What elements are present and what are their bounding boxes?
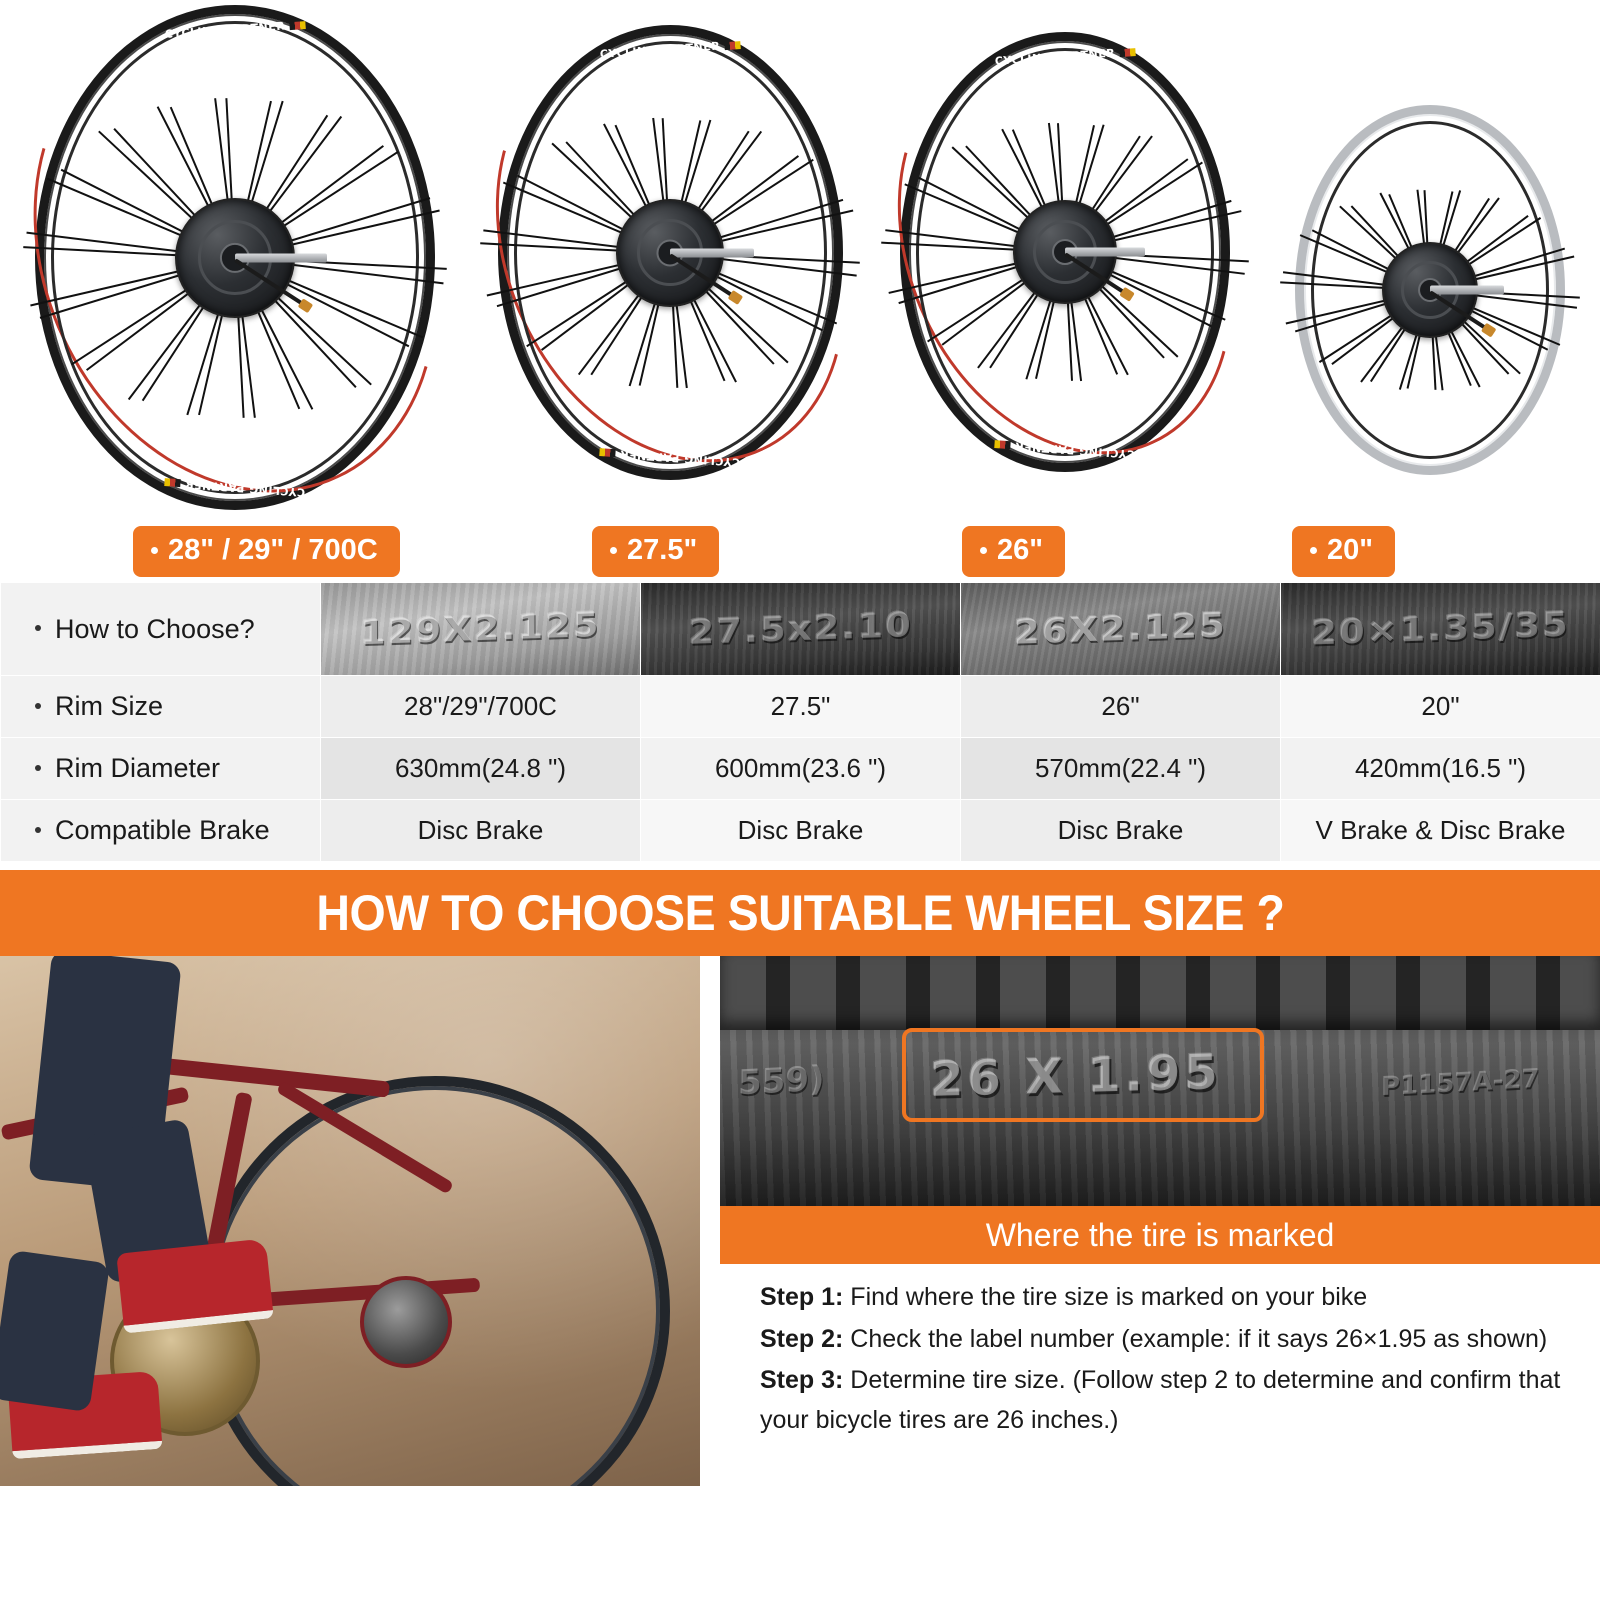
- flag-icon: [289, 21, 306, 30]
- axle: [235, 253, 327, 262]
- size-badge-26[interactable]: [962, 526, 1065, 577]
- tire-marking-text: 26X2.125: [1014, 605, 1227, 653]
- wheel-item-0: [0, 0, 470, 520]
- axle: [670, 248, 754, 257]
- step-item-2: [760, 1320, 1580, 1360]
- rear-cassette: [360, 1276, 452, 1368]
- tire-marking-text: 20×1.35/35: [1311, 604, 1570, 654]
- tire-marking-text: 129X2.125: [360, 604, 601, 654]
- table-cell: 27.5": [641, 676, 961, 738]
- step-label: Step 2:: [760, 1324, 844, 1353]
- bullet-icon: [35, 703, 41, 709]
- table-cell: 420mm(16.5 "): [1281, 738, 1600, 800]
- table-cell: [1281, 583, 1600, 676]
- table-row-compatible-brake: [1, 800, 1600, 862]
- flag-icon: [724, 41, 741, 50]
- bullet-icon: [980, 547, 987, 554]
- tire-photo-26: [961, 583, 1280, 675]
- table-cell: V Brake & Disc Brake: [1281, 800, 1600, 862]
- step-text: Determine tire size. (Follow step 2 to determine and confirm that your bicycle tires are 26 inches.): [760, 1366, 1561, 1434]
- size-badge-275[interactable]: [592, 526, 719, 577]
- tire-photo-28: [321, 583, 640, 675]
- table-label-text: Compatible Brake: [55, 815, 270, 845]
- table-row-how-to-choose: [1, 583, 1600, 676]
- wheel-graphic-28: [35, 5, 435, 510]
- tire-closeup-photo: [720, 956, 1600, 1206]
- axle: [1430, 286, 1504, 295]
- table-cell: 26": [961, 676, 1281, 738]
- size-badge-label: 20": [1327, 533, 1374, 566]
- wheel-graphic-275: [498, 25, 843, 480]
- table-row-label: [1, 800, 321, 862]
- wheel-item-2: [870, 0, 1260, 520]
- tire-caption-bar: [720, 1206, 1600, 1264]
- spec-table: [0, 582, 1600, 862]
- table-row-label: [1, 676, 321, 738]
- size-badge-label: 27.5": [627, 533, 698, 566]
- bottom-section: [0, 956, 1600, 1496]
- table-cell: Disc Brake: [961, 800, 1281, 862]
- table-label-text: Rim Diameter: [55, 753, 221, 783]
- rim-decal-text: CYCLING PARTNER: [1014, 439, 1136, 461]
- bullet-icon: [151, 547, 158, 554]
- axle: [1065, 248, 1145, 257]
- table-row-rim-diameter: [1, 738, 1600, 800]
- wheel-gallery: [0, 0, 1600, 520]
- table-row-rim-size: [1, 676, 1600, 738]
- size-badge-20[interactable]: [1292, 526, 1395, 577]
- bullet-icon: [1310, 547, 1317, 554]
- tire-photo-20: [1281, 583, 1600, 675]
- banner-title: HOW TO CHOOSE SUITABLE WHEEL SIZE ?: [315, 885, 1285, 941]
- size-badge-row: [0, 520, 1600, 582]
- wheel-graphic-26: [900, 32, 1230, 472]
- tire-size-marking: 26 X 1.95: [930, 1044, 1222, 1108]
- table-cell: 600mm(23.6 "): [641, 738, 961, 800]
- rim-decal-text: CYCLING PARTNER: [164, 19, 286, 41]
- tire-sidewall-code-right: P1157A-27: [1381, 1063, 1540, 1103]
- size-badge-label: 26": [997, 533, 1044, 566]
- size-badge-label: 28" / 29" / 700C: [168, 533, 378, 566]
- table-cell: Disc Brake: [321, 800, 641, 862]
- bullet-icon: [35, 765, 41, 771]
- table-cell: 28"/29"/700C: [321, 676, 641, 738]
- rim-decal-text: CYCLING PARTNER: [619, 447, 741, 469]
- table-cell: [641, 583, 961, 676]
- bullet-icon: [35, 625, 41, 631]
- rim-decal-text: CYCLING PARTNER: [599, 39, 721, 61]
- table-cell: 570mm(22.4 "): [961, 738, 1281, 800]
- table-row-label: [1, 583, 321, 676]
- step-label: Step 1:: [760, 1283, 844, 1311]
- table-label-text: How to Choose?: [55, 613, 255, 644]
- flag-icon: [995, 440, 1012, 449]
- tire-caption-text: Where the tire is marked: [985, 1216, 1335, 1253]
- size-badge-28[interactable]: [133, 526, 400, 577]
- tire-sidewall-code-left: 559): [738, 1058, 825, 1104]
- flag-icon: [1119, 48, 1136, 57]
- tire-photo-275: [641, 583, 960, 675]
- table-label-text: Rim Size: [55, 691, 164, 721]
- table-cell: [321, 583, 641, 676]
- wheel-graphic-20: [1295, 105, 1565, 475]
- tire-instruction-panel: [700, 956, 1600, 1486]
- tire-marking-highlight-box: [902, 1028, 1264, 1122]
- steps-list: [720, 1264, 1600, 1440]
- wheel-item-1: [470, 0, 870, 520]
- rim-decal-text: CYCLING PARTNER: [994, 46, 1116, 68]
- bullet-icon: [610, 547, 617, 554]
- bullet-icon: [35, 827, 41, 833]
- step-label: Step 3:: [760, 1366, 844, 1394]
- step-item-3: [760, 1361, 1580, 1440]
- rider-shoe-upper: [116, 1238, 274, 1333]
- section-banner: [0, 870, 1600, 956]
- cyclist-photo: [0, 956, 700, 1486]
- tire-marking-text: 27.5x2.10: [688, 605, 913, 653]
- table-cell: Disc Brake: [641, 800, 961, 862]
- step-text: Find where the tire size is marked on your bike: [843, 1283, 1368, 1311]
- table-cell: 630mm(24.8 "): [321, 738, 641, 800]
- tire-knobs: [720, 956, 1600, 1030]
- table-cell: [961, 583, 1281, 676]
- table-cell: 20": [1281, 676, 1600, 738]
- step-text: Check the label number (example: if it says 26×1.95 as shown): [843, 1324, 1548, 1353]
- flag-icon: [600, 448, 617, 457]
- wheel-item-3: [1260, 0, 1600, 520]
- table-row-label: [1, 738, 321, 800]
- rim-decal-text: CYCLING PARTNER: [184, 477, 306, 499]
- flag-icon: [165, 478, 182, 487]
- step-item-1: [760, 1278, 1580, 1318]
